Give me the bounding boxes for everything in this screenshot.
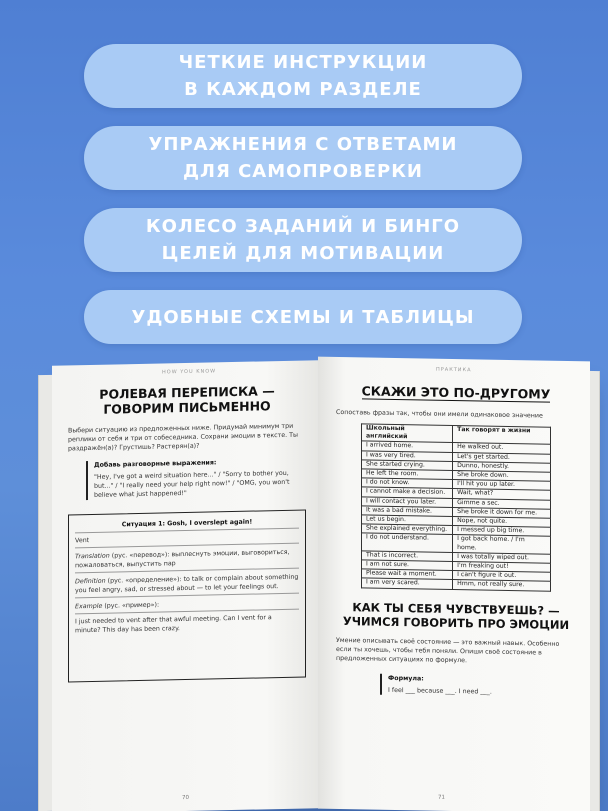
example-row: Example (рус. «пример»): — [75, 601, 160, 611]
phrase-matching-table — [361, 423, 551, 591]
left-page-title: РОЛЕВАЯ ПЕРЕПИСКА — ГОВОРИМ ПИСЬМЕННО — [99, 383, 275, 417]
left-running-head: HOW YOU KNOW — [162, 368, 217, 376]
formula-block — [380, 673, 576, 697]
phrases-quote-block — [86, 456, 306, 500]
table-cell-school: Please wait a moment. — [362, 569, 453, 580]
table-cell-life: Nope, not quite. — [453, 517, 551, 528]
example-sentence: I just needed to vent after that awful meeting. Can I vent for a minute? This day has been crazy. — [75, 614, 272, 635]
table-cell-school: I will contact you later. — [362, 497, 453, 508]
table-cell-school: I was very tired. — [362, 450, 453, 461]
table-cell-life: Wait, what? — [453, 489, 551, 500]
table-cell-life: Hmm, not really sure. — [453, 580, 551, 591]
table-cell-life: I got back home. / I'm home. — [453, 535, 551, 554]
table-cell-life: I messed up big time. — [453, 526, 551, 537]
quote-text: "Hey, I've got a weird situation here..." / "Sorry to bother you, but..." / "I really need your help right now!" / "OMG, you won't believe what just happened!" — [94, 469, 290, 499]
left-intro-text: Выбери ситуацию из предложенных ниже. Придумай минимум три реплики от себя и три от собеседника. Сохрани эмоции в тексте. Ты раздражён(а)? Грустишь? Растерян(а)? — [68, 422, 299, 453]
table-cell-life: I can't figure it out. — [453, 571, 551, 582]
right-page-number: 71 — [438, 794, 445, 801]
left-page — [52, 360, 320, 811]
table-cell-school: I am very scared. — [362, 578, 453, 589]
quote-heading: Добавь разговорные выражения: — [94, 459, 217, 469]
table-cell-life: I was totally wiped out. — [453, 552, 551, 563]
table-cell-school: I do not understand. — [362, 533, 453, 552]
definition-row: Definition (рус. «определение»): to talk or complain about something you feel angry, sad, or stressed about — to let your feelings out. — [75, 573, 299, 595]
left-page-number: 70 — [182, 794, 189, 802]
open-book-photo — [34, 355, 600, 811]
table-cell-school: Let us begin. — [362, 515, 453, 526]
feature-pill-tables: УДОБНЫЕ СХЕМЫ И ТАБЛИЦЫ — [84, 290, 522, 344]
table-header-life: Так говорят в жизни — [453, 425, 551, 444]
table-cell-life: He walked out. — [453, 443, 551, 454]
vent-word: Vent — [75, 537, 90, 545]
table-cell-school: I arrived home. — [362, 441, 453, 452]
emotions-instruction: Умение описывать своё состояние — это важный навык. Особенно если ты хочешь, чтобы тебя поняли. Опиши своё состояние в предложенных ситуациях по формуле. — [336, 636, 560, 664]
formula-label: Формула: — [388, 674, 424, 683]
table-cell-life: Let's get started. — [453, 452, 551, 463]
table-cell-life: Gimme a sec. — [453, 498, 551, 509]
table-body — [362, 441, 551, 591]
right-page — [318, 357, 590, 811]
table-header-school: Школьный английский — [362, 424, 453, 443]
situation-title: Ситуация 1: Gosh, I overslept again! — [121, 518, 253, 529]
table-cell-school: I cannot make a decision. — [362, 487, 453, 498]
table-cell-school: She started crying. — [362, 460, 453, 471]
emotions-title: КАК ТЫ СЕБЯ ЧУВСТВУЕШЬ? — УЧИМСЯ ГОВОРИТЬ ПРО ЭМОЦИИ — [342, 599, 570, 632]
formula-text: I feel ___ because ___. I need ___. — [388, 686, 492, 696]
table-cell-school: It was a bad mistake. — [362, 506, 453, 517]
feature-pill-exercises: УПРАЖНЕНИЯ С ОТВЕТАМИ ДЛЯ САМОПРОВЕРКИ — [84, 126, 522, 190]
translation-row: Translation (рус. «перевод»): выплеснуть эмоции, выговориться, пожаловаться, выпустить пар — [75, 548, 290, 570]
table-cell-life: Dunno, honestly. — [453, 461, 551, 472]
feature-pill-motivation: КОЛЕСО ЗАДАНИЙ И БИНГО ЦЕЛЕЙ ДЛЯ МОТИВАЦИИ — [84, 208, 522, 272]
table-cell-life: She broke down. — [453, 470, 551, 481]
table-cell-school: I do not know. — [362, 478, 453, 489]
right-page-title: СКАЖИ ЭТО ПО-ДРУГОМУ — [361, 383, 551, 402]
table-cell-school: She explained everything. — [362, 524, 453, 535]
table-cell-school: He left the room. — [362, 469, 453, 480]
situation-box — [68, 509, 306, 682]
table-row — [362, 578, 551, 591]
table-cell-life: I'll hit you up later. — [453, 480, 551, 491]
table-cell-life: She broke it down for me. — [453, 507, 551, 518]
right-running-head: ПРАКТИКА — [436, 366, 472, 374]
table-cell-school: That is incorrect. — [362, 551, 453, 562]
matching-instruction: Сопоставь фразы так, чтобы они имели одинаковое значение — [336, 408, 543, 420]
feature-pill-instructions: ЧЕТКИЕ ИНСТРУКЦИИ В КАЖДОМ РАЗДЕЛЕ — [84, 44, 522, 108]
table-cell-life: I'm freaking out! — [453, 562, 551, 573]
table-cell-school: I am not sure. — [362, 560, 453, 571]
